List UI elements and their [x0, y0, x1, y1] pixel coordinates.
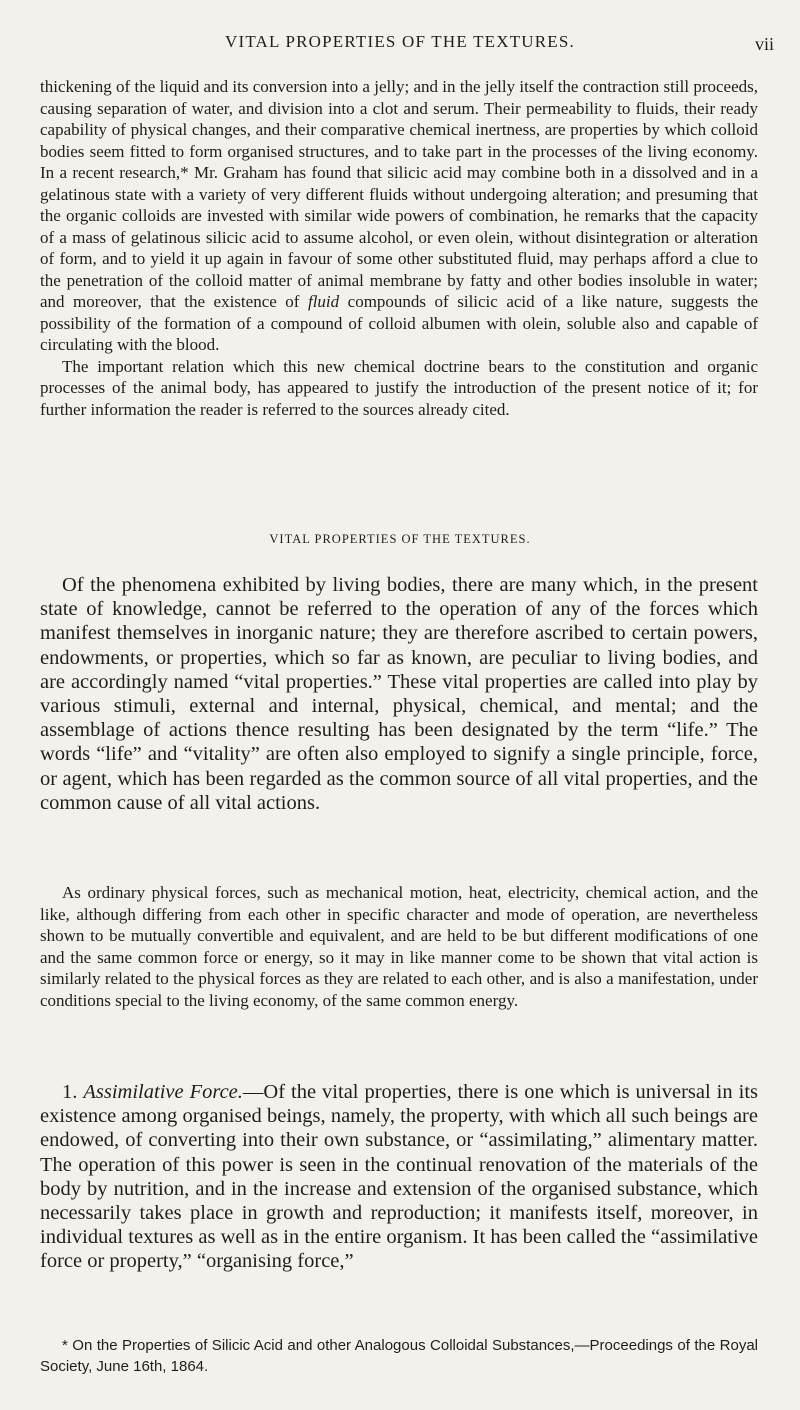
intro-block [40, 76, 758, 420]
page-number: vii [754, 34, 774, 54]
ordinary-forces-block [40, 882, 758, 1011]
assimilative-paragraph [40, 1080, 758, 1274]
intro-paragraph-2: The important relation which this new chemical doctrine bears to the constitution and organic processes of the animal body, has appeared to justify the introduction of the present notice of it; for further information the reader is referred to the sources already cited. [40, 356, 758, 419]
intro-paragraph-1 [40, 76, 758, 356]
assimilative-text: —Of the vital properties, there is one which is universal in its existence among organised beings, namely, the property, with which all such beings are endowed, of converting into their own substance, or “assimilating,” alimentary matter. The operation of this power is seen in the continual renovation of the materials of the body by nutrition, and in the increase and extension of the organised substance, which necessarily takes place in growth and reproduction; it manifests itself, moreover, in individual textures as well as in the entire organism. It has been called the “assimilative force or property,” “organising force,” [40, 1081, 758, 1273]
footnote-text: * On the Properties of Silicic Acid and other Analogous Colloidal Substances,—Proceedings of the Royal Society, June 16th, 1864. [40, 1337, 758, 1375]
intro-paragraph-1-end: compounds of silicic acid of a like nature, suggests the possibility of the formation of a compound of colloid albumen with olein, soluble also and capable of circulating with the blood. [40, 292, 759, 354]
section-heading: VITAL PROPERTIES OF THE TEXTURES. [269, 532, 531, 546]
running-head [0, 30, 800, 56]
intro-paragraph-1-text: thickening of the liquid and its conversion into a jelly; and in the jelly itself the contraction still proceeds, causing separation of water, and division into a clot and serum. Their permeability to fluids, their ready capability of physical changes, and their comparative chemical inertness, are properties by which colloid bodies seem fitted to form organised structures, and to take part in the processes of the living economy. In a recent research,* Mr. Graham has found that silicic acid may combine both in a dissolved and in a gelatinous state with a variety of very different fluids without undergoing alteration; and presuming that the organic colloids are invested with similar wide powers of combination, he remarks that the capacity of a mass of gelatinous silicic acid to assume alcohol, or even olein, without disintegration or alteration of form, and to yield it up again in favour of some other substituted fluid, may perhaps afford a clue to the penetration of the colloid matter of animal membrane by fatty and other bodies insoluble in water; and moreover, that the existence of [40, 77, 758, 311]
assimilative-block [40, 1080, 758, 1274]
running-title: VITAL PROPERTIES OF THE TEXTURES. [225, 32, 575, 51]
fluid-italic: fluid [307, 292, 340, 311]
footnote [40, 1336, 758, 1377]
ordinary-forces-paragraph: As ordinary physical forces, such as mechanical motion, heat, electricity, chemical action, and the like, although differing from each other in specific character and mode of operation, are nevertheless shown to be mutually convertible and equivalent, and are held to be but different modifications of one and the same common force or energy, so it may in like manner come to be shown that vital action is similarly related to the physical forces as they are related to each other, and is also a manifestation, under conditions special to the living economy, of the same common energy. [40, 883, 758, 1010]
phenomena-block [40, 573, 758, 815]
assimilative-number: 1. [62, 1081, 78, 1103]
phenomena-paragraph: Of the phenomena exhibited by living bodies, there are many which, in the present state of knowledge, cannot be referred to the operation of any of the forces which manifest themselves in inorganic nature; they are therefore ascribed to certain powers, endowments, or properties, which so far as known, are peculiar to living bodies, and are accordingly named “vital properties.” These vital properties are called into play by various stimuli, external and internal, physical, chemical, and mental; and the assemblage of actions thence resulting has been designated by the term “life.” The words “life” and “vitality” are often also employed to signify a single principle, force, or agent, which has been regarded as the common source of all vital properties, and the common cause of all vital actions. [40, 574, 758, 814]
assimilative-title: Assimilative Force. [83, 1081, 243, 1103]
